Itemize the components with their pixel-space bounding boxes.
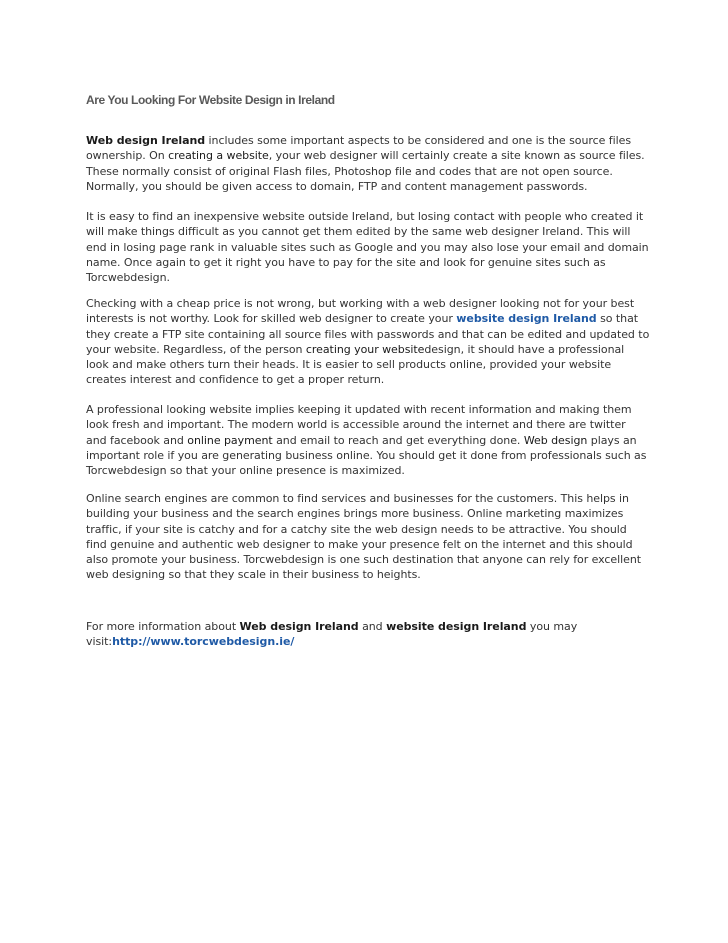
text: interests is not worthy. Look for skilled web designer to create your bbox=[86, 312, 457, 326]
keyword-web-design-ireland: Web design Ireland bbox=[239, 620, 359, 633]
text: , your web designer will certainly create a site known as source files. bbox=[268, 149, 645, 163]
text-line: important role if you are generating business online. You should get it done from professionals such as bbox=[86, 448, 647, 462]
text-line: will make things difficult as you cannot get them edited by the same web designer Ireland. This will bbox=[86, 225, 631, 239]
text: you may bbox=[526, 620, 578, 633]
text-line: they create a FTP site containing all source files with passwords and that can be edited and updated to bbox=[86, 327, 650, 341]
text-line: These normally consist of original Flash files, Photoshop file and codes that are not open source. bbox=[86, 164, 613, 178]
text-line: It is easy to find an inexpensive website outside Ireland, but losing contact with people who created it bbox=[86, 210, 644, 223]
text: For more information about bbox=[86, 620, 240, 633]
link-creating-your-website[interactable]: creating your website bbox=[305, 342, 425, 356]
link-online-payment[interactable]: online payment bbox=[187, 433, 273, 447]
paragraph-4 bbox=[86, 402, 646, 478]
text-line: building your business and the search engines brings more business. Online marketing maximizes bbox=[86, 507, 624, 521]
text: so that bbox=[596, 312, 639, 326]
text-line: web designing so that they scale in their business to heights. bbox=[86, 568, 421, 582]
text: your website. Regardless, of the person bbox=[86, 342, 306, 356]
keyword-website-design-ireland: website design Ireland bbox=[386, 620, 527, 633]
text-line: look and make others turn their heads. It is easier to sell products online, provided your website bbox=[86, 358, 612, 372]
text: plays an bbox=[587, 433, 637, 447]
text: design, it should have a professional bbox=[424, 342, 625, 356]
text-line: also promote your business. Torcwebdesign is one such destination that anyone can rely for excellent bbox=[86, 553, 642, 567]
text-line: name. Once again to get it right you have to pay for the site and look for genuine sites such as bbox=[86, 255, 606, 269]
text-line: look fresh and important. The modern world is accessible around the internet and there are twitter bbox=[86, 418, 626, 432]
text-line: Torcwebdesign. bbox=[86, 271, 170, 285]
text-line: end in losing page rank in valuable sites such as Google and you may also lose your email and domain bbox=[86, 240, 649, 254]
paragraph-3 bbox=[86, 296, 650, 388]
text: and bbox=[358, 620, 387, 633]
text-line: Online search engines are common to find services and businesses for the customers. This helps in bbox=[86, 492, 629, 505]
text: visit: bbox=[86, 635, 113, 649]
text-line: creates interest and confidence to get a proper return. bbox=[86, 373, 385, 387]
paragraph-2 bbox=[86, 209, 649, 285]
text: and email to reach and get everything done. bbox=[272, 433, 524, 447]
paragraph-5 bbox=[86, 491, 646, 583]
text-line: find genuine and authentic web designer to make your presence felt on the internet and this should bbox=[86, 537, 633, 551]
link-website-design-ireland[interactable]: website design Ireland bbox=[456, 312, 597, 326]
text-line: Torcwebdesign so that your online presence is maximized. bbox=[86, 464, 405, 478]
text: and facebook and bbox=[86, 433, 188, 447]
link-torcwebdesign-url[interactable]: http://www.torcwebdesign.ie/ bbox=[112, 635, 295, 649]
text: includes some important aspects to be considered and one is the source files bbox=[205, 134, 631, 147]
link-web-design[interactable]: Web design bbox=[523, 433, 588, 447]
paragraph-1 bbox=[86, 133, 646, 194]
text-line: Checking with a cheap price is not wrong, but working with a web designer looking not for your best bbox=[86, 297, 635, 310]
keyword-web-design-ireland: Web design Ireland bbox=[86, 134, 206, 147]
text: ownership. On bbox=[86, 149, 169, 163]
page-title: Are You Looking For Website Design in Ireland bbox=[86, 93, 335, 107]
text-line: Normally, you should be given access to domain, FTP and content management passwords. bbox=[86, 179, 588, 193]
text-line: A professional looking website implies keeping it updated with recent information and making them bbox=[86, 403, 632, 416]
text-line: traffic, if your site is catchy and for a catchy site the web design needs to be attractive. You should bbox=[86, 522, 627, 536]
link-creating-a-website[interactable]: creating a website bbox=[168, 149, 269, 163]
paragraph-6 bbox=[86, 619, 646, 650]
